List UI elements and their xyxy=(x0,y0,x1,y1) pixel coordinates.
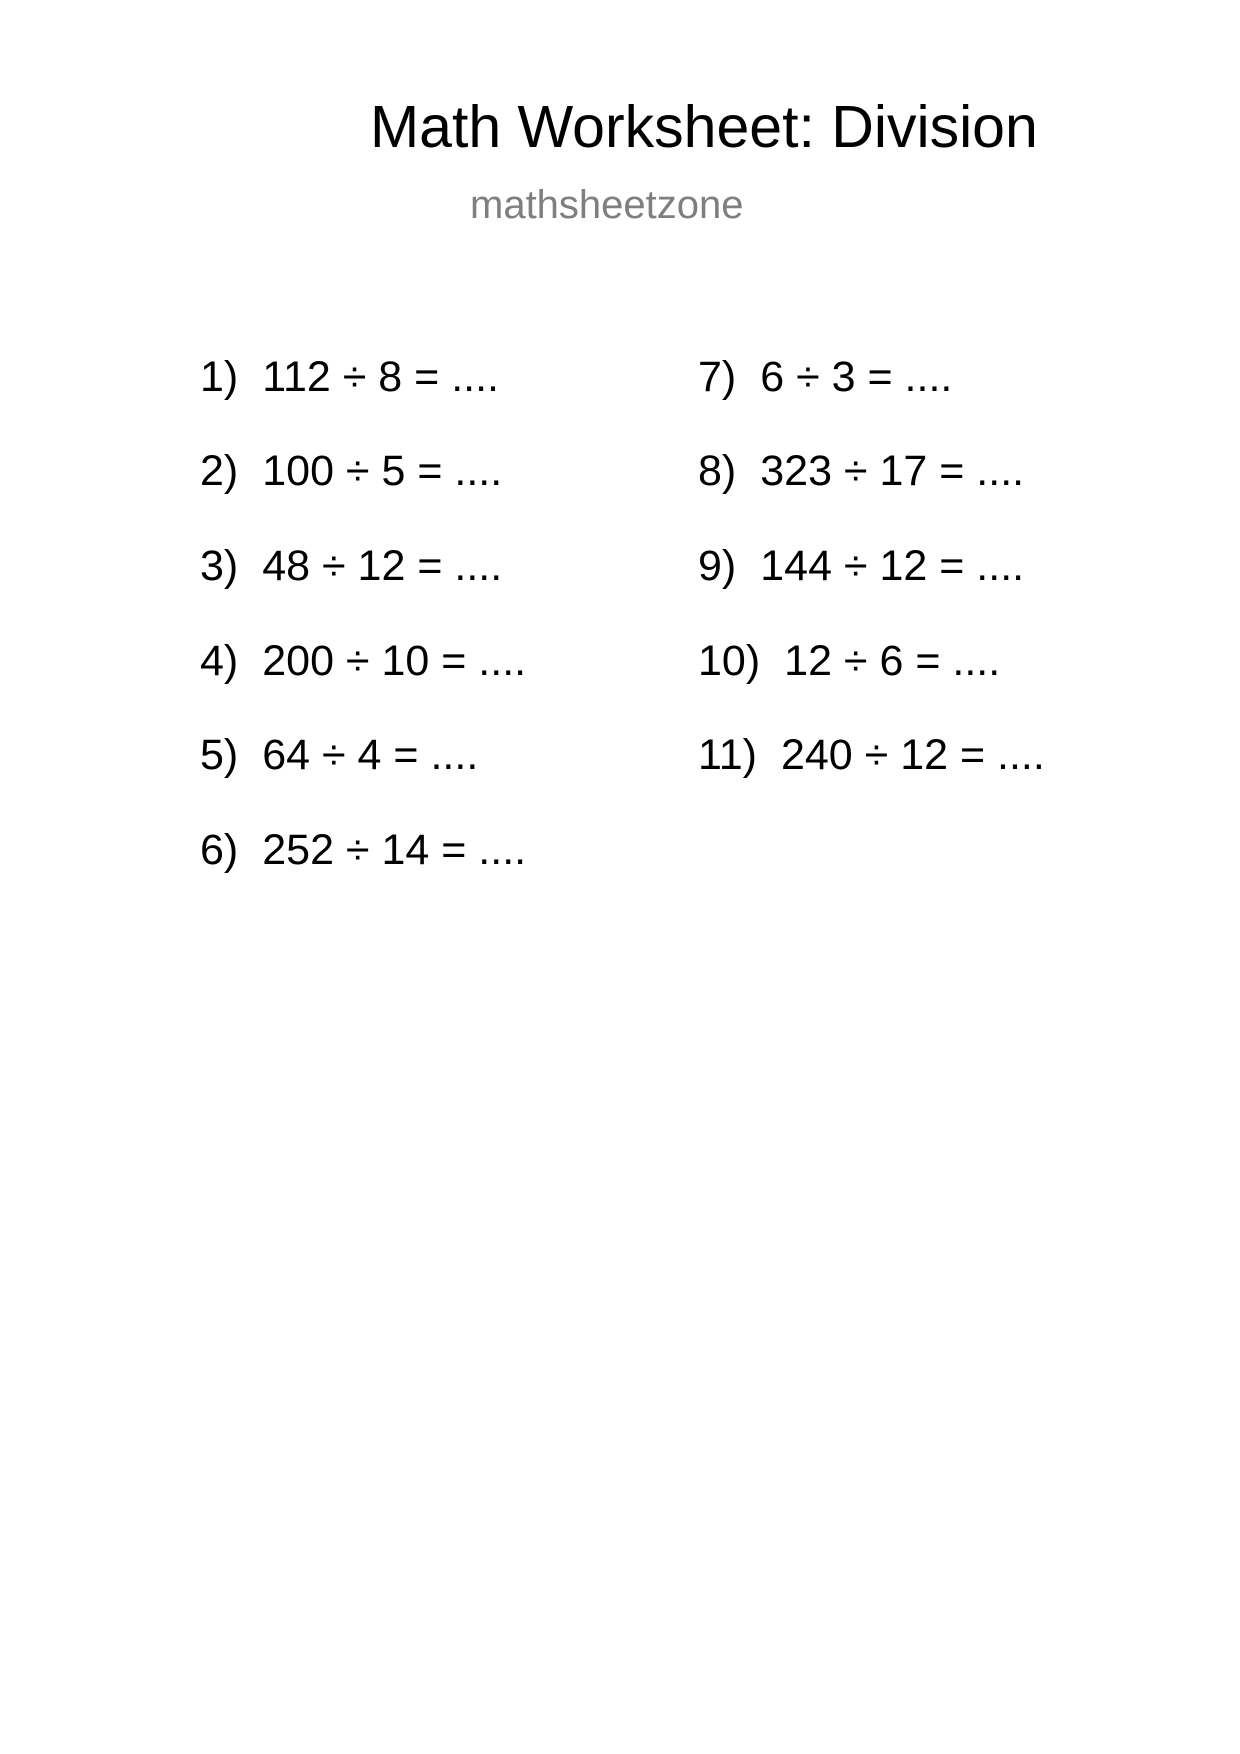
problem-expression: 144 ÷ 12 = .... xyxy=(760,542,1025,590)
problem-item xyxy=(200,447,503,495)
problem-expression: 48 ÷ 12 = .... xyxy=(262,542,503,590)
problem-expression: 323 ÷ 17 = .... xyxy=(760,447,1025,495)
problem-item xyxy=(698,637,1001,685)
problem-item xyxy=(698,447,1025,495)
problem-expression: 12 ÷ 6 = .... xyxy=(784,637,1001,685)
problem-item xyxy=(200,826,527,874)
source-label: mathsheetzone xyxy=(470,183,744,227)
problem-number: 3) xyxy=(200,542,239,590)
problem-number: 9) xyxy=(698,542,737,590)
problem-item xyxy=(698,353,953,401)
problem-item xyxy=(200,731,479,779)
problem-number: 7) xyxy=(698,353,737,401)
page-title: Math Worksheet: Division xyxy=(370,94,1038,160)
problem-item xyxy=(698,542,1025,590)
problem-item xyxy=(698,731,1045,779)
problem-number: 8) xyxy=(698,447,737,495)
problem-expression: 64 ÷ 4 = .... xyxy=(262,731,479,779)
problem-expression: 240 ÷ 12 = .... xyxy=(780,731,1045,779)
problem-number: 5) xyxy=(200,731,239,779)
problem-expression: 6 ÷ 3 = .... xyxy=(760,353,953,401)
problem-expression: 100 ÷ 5 = .... xyxy=(262,447,503,495)
problem-expression: 200 ÷ 10 = .... xyxy=(262,637,527,685)
problem-item xyxy=(200,542,503,590)
problem-item xyxy=(200,637,527,685)
problem-item xyxy=(200,353,499,401)
problem-number: 4) xyxy=(200,637,239,685)
problem-number: 1) xyxy=(200,353,239,401)
problem-expression: 112 ÷ 8 = .... xyxy=(262,353,499,401)
problem-number: 10) xyxy=(698,637,761,685)
problem-number: 2) xyxy=(200,447,239,495)
problem-number: 11) xyxy=(698,731,757,779)
problem-number: 6) xyxy=(200,826,239,874)
problem-expression: 252 ÷ 14 = .... xyxy=(262,826,527,874)
